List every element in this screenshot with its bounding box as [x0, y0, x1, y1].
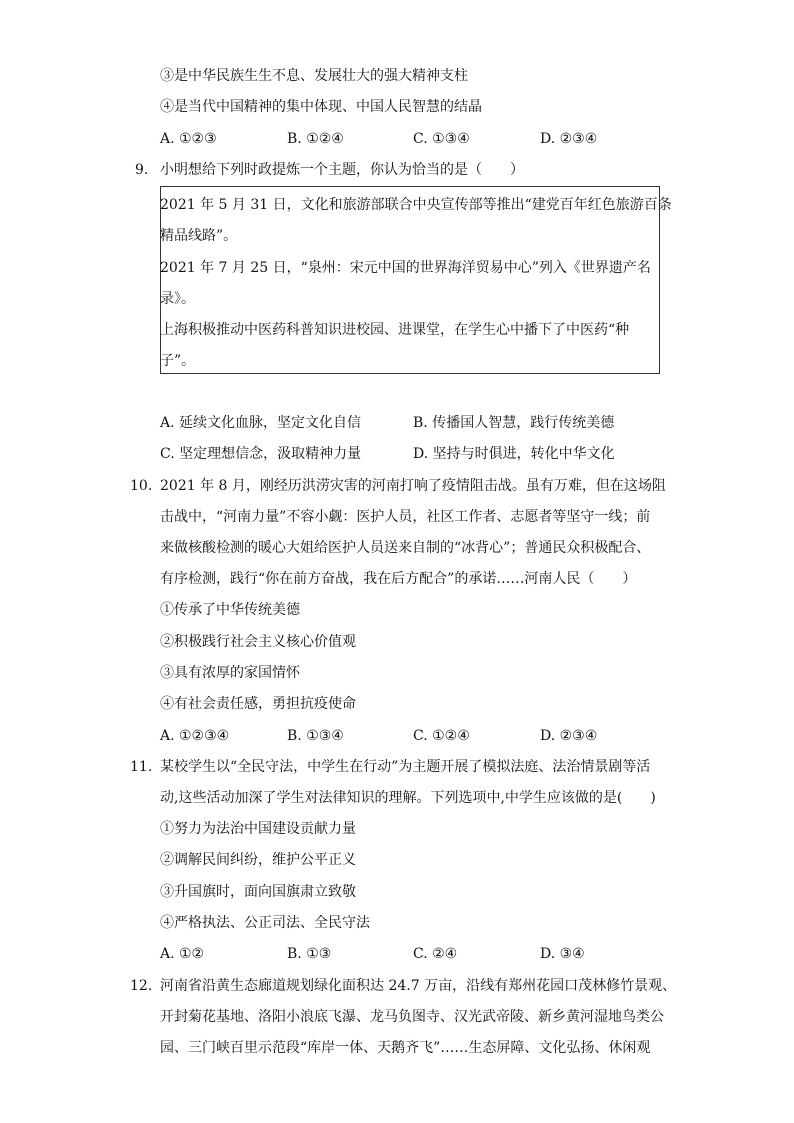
q9-stem: 小明想给下列时政提炼一个主题，你认为恰当的是（ ）	[160, 162, 524, 178]
q10-option-d[interactable]: D. ②③④	[540, 728, 598, 744]
q8-option-c[interactable]: C. ①③④	[413, 131, 470, 147]
q11-stem-line-1: 某校学生以“全民守法，中学生在行动”为主题开展了模拟法庭、法治情景剧等活	[160, 759, 651, 775]
q11-option-a[interactable]: A. ①②	[160, 946, 205, 962]
q11-item-3: ③升国旗时，面向国旗肃立致敬	[160, 884, 356, 900]
q9-option-c[interactable]: C. 坚定理想信念，汲取精神力量	[160, 446, 362, 462]
q9-option-a[interactable]: A. 延续文化血脉，坚定文化自信	[160, 415, 362, 431]
q8-option-d[interactable]: D. ②③④	[540, 131, 598, 147]
q9-material-line-6: 子”。	[160, 353, 196, 369]
q9-option-d[interactable]: D. 坚持与时俱进，转化中华文化	[413, 446, 615, 462]
q11-option-b[interactable]: B. ①③	[287, 946, 332, 962]
q10-option-a[interactable]: A. ①②③④	[160, 728, 230, 744]
q11-item-4: ④严格执法、公正司法、全民守法	[160, 915, 370, 931]
q12-stem-line-3: 园、三门峡百里示范段“库岸一体、天鹅齐飞”……生态屏障、文化弘扬、休闲观	[160, 1040, 651, 1056]
q10-stem-line-4: 有序检测，践行“你在前方奋战，我在后方配合”的承诺……河南人民（ ）	[160, 571, 637, 587]
q10-stem-line-2: 击战中，“河南力量”不容小觑：医护人员，社区工作者、志愿者等坚守一线；前	[160, 509, 651, 525]
q12-stem-line-1: 河南省沿黄生态廊道规划绿化面积达 24.7 万亩，沿线有郑州花园口茂林修竹景观、	[160, 978, 677, 994]
q9-option-b[interactable]: B. 传播国人智慧，践行传统美德	[413, 415, 615, 431]
q10-stem-line-3: 来做核酸检测的暖心大姐给医护人员送来自制的“冰背心”；普通民众积极配合、	[160, 540, 651, 556]
q10-item-2: ②积极践行社会主义核心价值观	[160, 634, 356, 650]
q8-item-4: ④是当代中国精神的集中体现、中国人民智慧的结晶	[160, 99, 482, 115]
q9-number: 9.	[135, 162, 149, 178]
q10-option-c[interactable]: C. ①②④	[413, 728, 470, 744]
q10-item-3: ③具有浓厚的家国情怀	[160, 665, 300, 681]
q8-option-b[interactable]: B. ①②④	[287, 131, 344, 147]
q11-item-2: ②调解民间纠纷，维护公平正义	[160, 852, 356, 868]
q9-material-line-4: 录》。	[160, 291, 195, 307]
q11-stem-line-2: 动,这些活动加深了学生对法律知识的理解。下列选项中,中学生应该做的是( )	[160, 790, 656, 806]
q10-option-b[interactable]: B. ①③④	[287, 728, 344, 744]
q10-stem-line-1: 2021 年 8 月，刚经历洪涝灾害的河南打响了疫情阻击战。虽有万难，但在这场阻	[160, 478, 666, 494]
q12-number: 12.	[130, 978, 153, 994]
q11-option-d[interactable]: D. ③④	[540, 946, 585, 962]
q12-stem-line-2: 开封菊花基地、洛阳小浪底飞瀑、龙马负图寺、汉光武帝陵、新乡黄河湿地鸟类公	[160, 1009, 664, 1025]
q10-number: 10.	[130, 478, 153, 494]
q9-material-line-3: 2021 年 7 月 25 日，“泉州：宋元中国的世界海洋贸易中心”列入《世界遗产名	[160, 260, 651, 276]
q9-material-line-1: 2021 年 5 月 31 日，文化和旅游部联合中央宣传部等推出“建党百年红色旅游百条	[160, 197, 672, 213]
q9-material-line-5: 上海积极推动中医药科普知识进校园、进课堂，在学生心中播下了中医药“种	[160, 322, 630, 338]
q10-item-1: ①传承了中华传统美德	[160, 602, 300, 618]
q8-option-a[interactable]: A. ①②③	[160, 131, 217, 147]
q10-item-4: ④有社会责任感，勇担抗疫使命	[160, 696, 356, 712]
q11-item-1: ①努力为法治中国建设贡献力量	[160, 821, 356, 837]
q8-item-3: ③是中华民族生生不息、发展壮大的强大精神支柱	[160, 68, 468, 84]
q11-option-c[interactable]: C. ②④	[413, 946, 458, 962]
q9-material-line-2: 精品线路”。	[160, 228, 238, 244]
q11-number: 11.	[130, 759, 153, 775]
